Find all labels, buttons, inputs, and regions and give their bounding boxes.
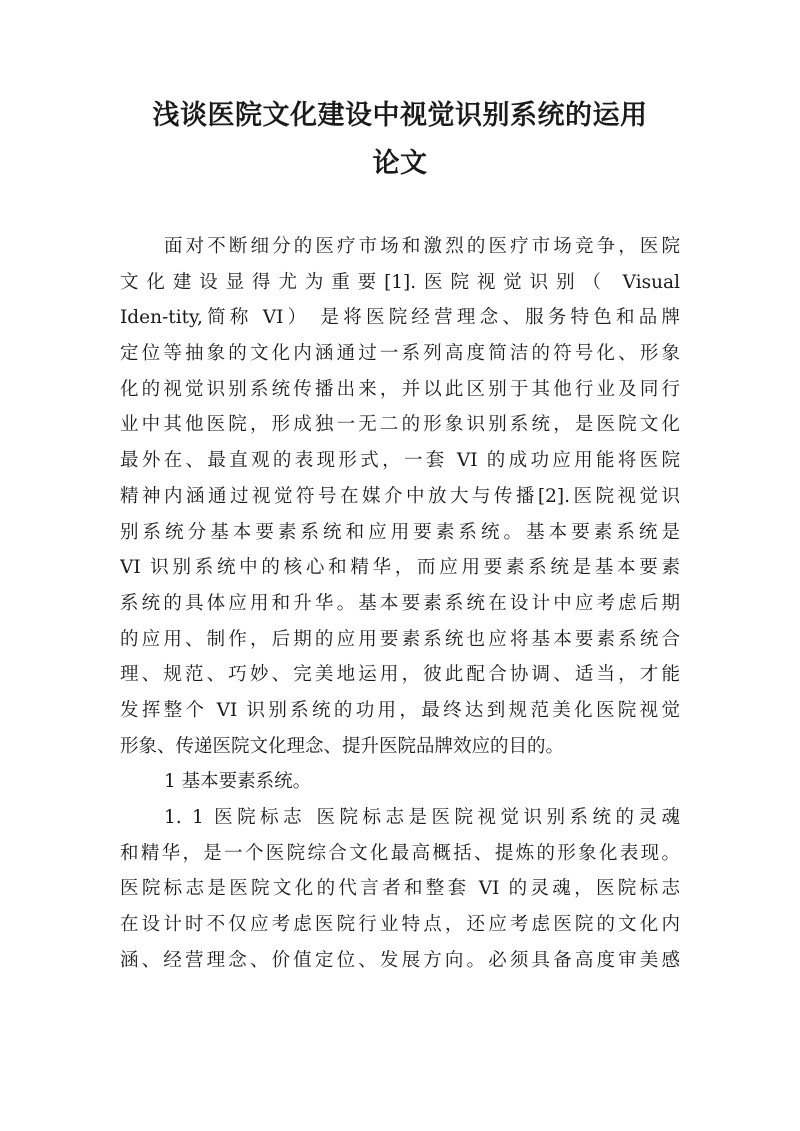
body-line: 定位等抽象的文化内涵通过一系列高度简洁的符号化、形象 [120,343,680,365]
body-line: 发挥整个 VI 识别系统的功用，最终达到规范美化医院视觉 [120,699,680,721]
body-line: VI 识别系统中的核心和精华，而应用要素系统是基本要素 [120,557,680,579]
body-line: 理、规范、巧妙、完美地运用，彼此配合协调、适当，才能 [120,664,680,686]
body-line: 和精华，是一个医院综合文化最高概括、提炼的形象化表现。 [120,842,680,864]
title-line-1: 浅谈医院文化建设中视觉识别系统的运用 [152,100,648,131]
subsection-line: 1. 1 医院标志 医院标志是医院视觉识别系统的灵魂 [164,807,680,828]
section-heading: 1 基本要素系统。 [164,771,312,793]
title-line-2: 论文 [372,148,428,179]
body-line: 别系统分基本要素系统和应用要素系统。基本要素系统是 [120,521,680,543]
body-line: 在设计时不仅应考虑医院行业特点，还应考虑医院的文化内 [120,914,680,936]
document-title [100,92,700,188]
body-line: Iden-tity,简称 VI） 是将医院经营理念、服务特色和品牌 [120,307,680,329]
body-line: 形象、传递医院文化理念、提升医院品牌效应的目的。 [120,735,565,757]
body-line: 面对不断细分的医疗市场和激烈的医疗市场竞争，医院 [164,236,680,257]
body-line: 涵、经营理念、价值定位、发展方向。必须具备高度审美感 [120,949,680,971]
body-line: 文化建设显得尤为重要[1].医院视觉识别（ Visual [120,271,680,293]
body-line: 系统的具体应用和升华。基本要素系统在设计中应考虑后期 [120,592,680,614]
body-line: 最外在、最直观的表现形式，一套 VI 的成功应用能将医院 [120,450,680,472]
body-line: 业中其他医院，形成独一无二的形象识别系统，是医院文化 [120,414,680,436]
document-body [120,229,680,978]
body-line: 精神内涵通过视觉符号在媒介中放大与传播[2].医院视觉识 [120,485,680,507]
body-line: 的应用、制作，后期的应用要素系统也应将基本要素系统合 [120,628,680,650]
body-line: 医院标志是医院文化的代言者和整套 VI 的灵魂，医院标志 [120,878,680,900]
body-line: 化的视觉识别系统传播出来，并以此区别于其他行业及同行 [120,378,680,400]
